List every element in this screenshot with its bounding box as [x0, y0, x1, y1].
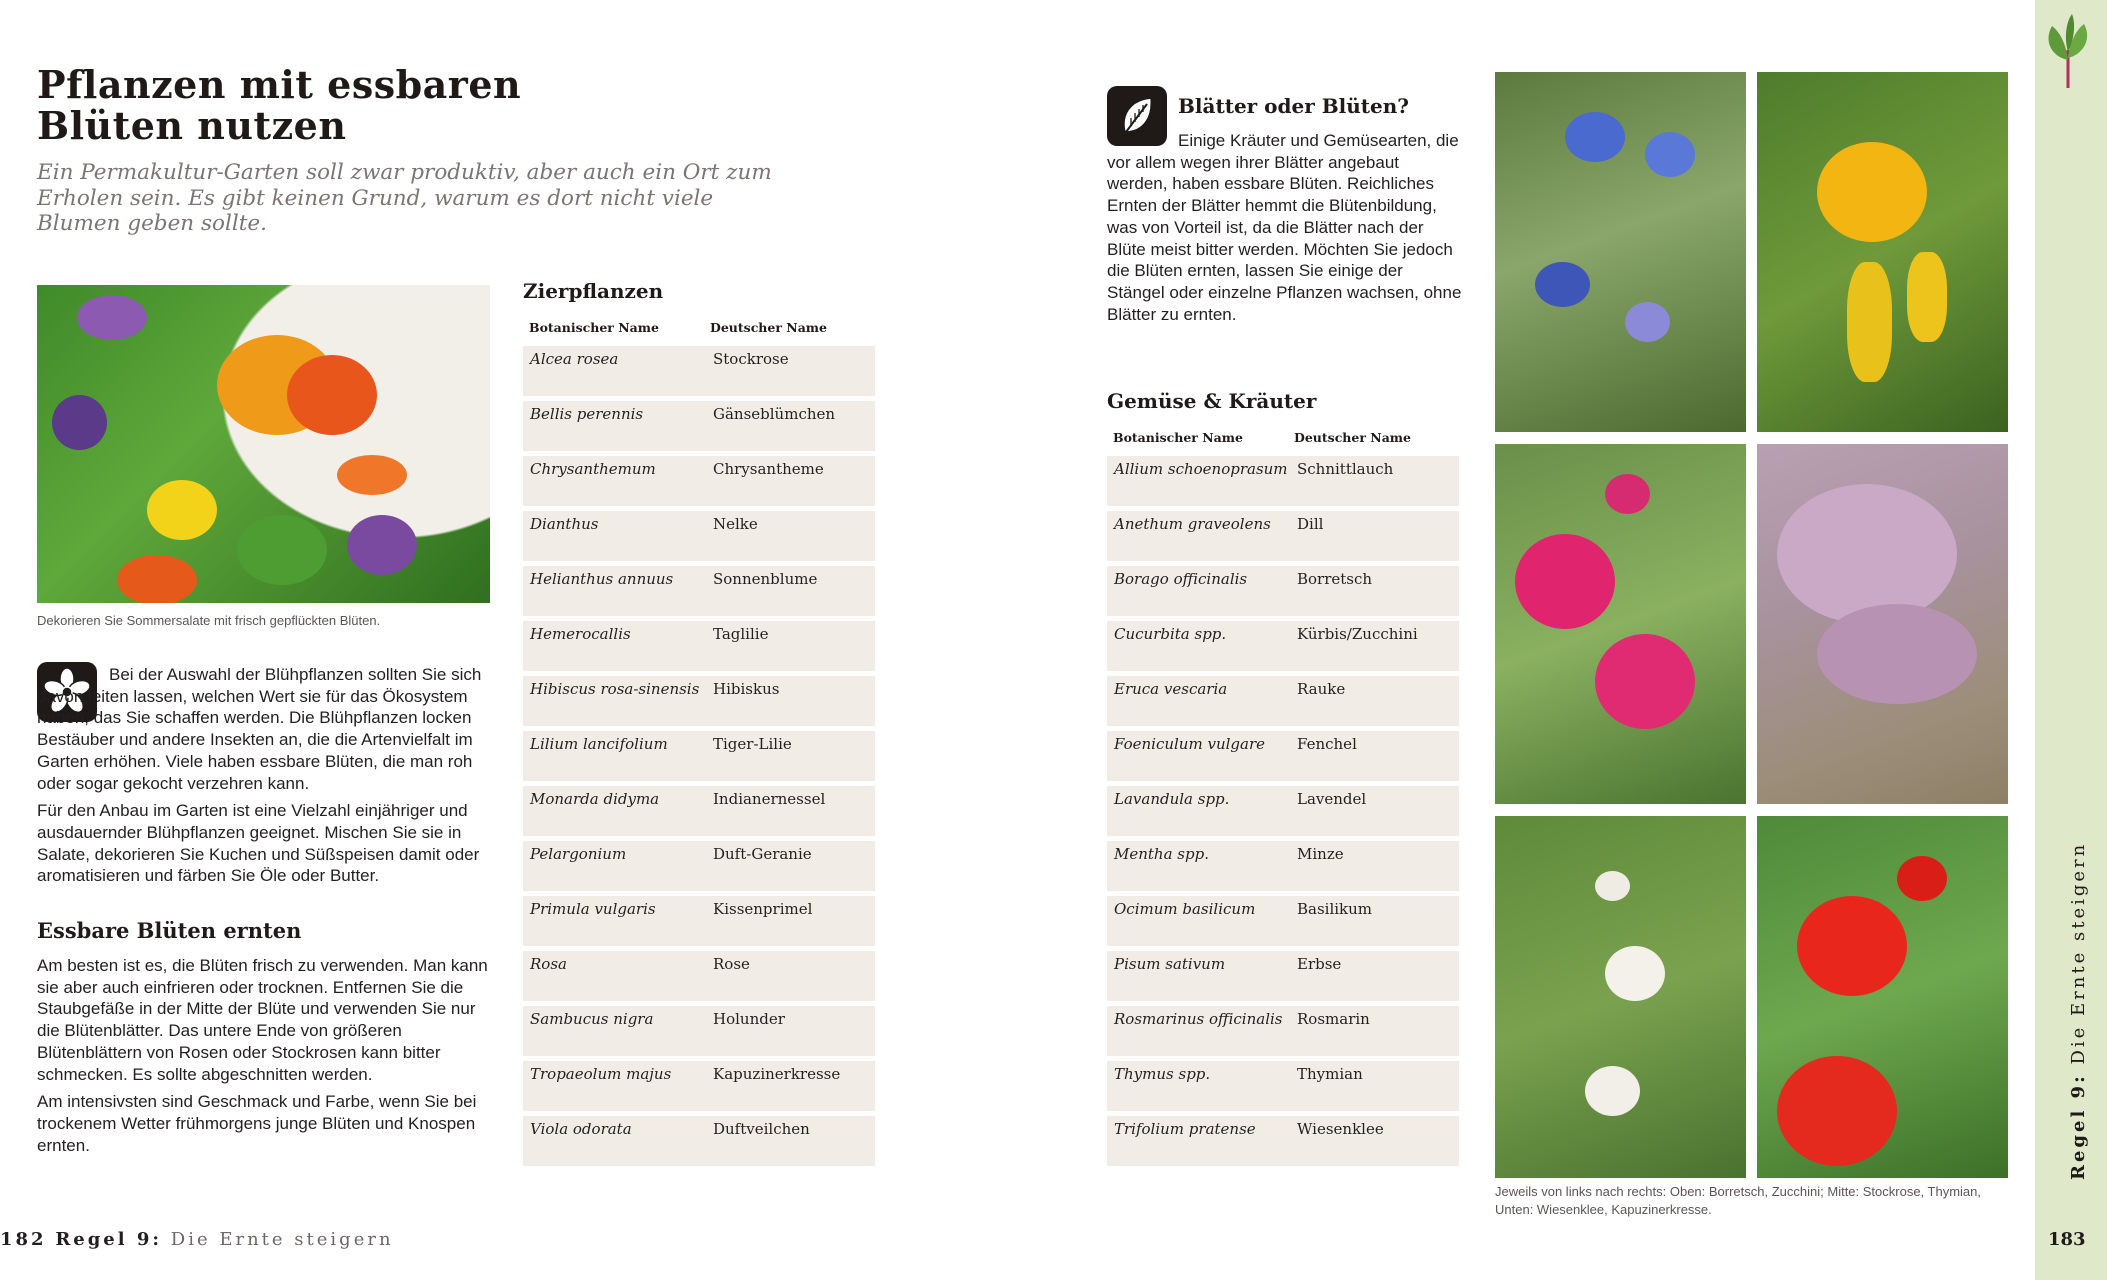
german-name: Tiger-Lilie: [713, 735, 792, 753]
harvest-paragraph-1: Am besten ist es, die Blüten frisch zu verwenden. Man kann sie aber auch einfrieren oder trocknen. Entfernen Sie die Staubgefäße in der Mitte der Blüte und verwenden Sie nur die Blütenblätter. Das untere Ende von größeren Blütenblättern von Rosen oder Stockrosen kann bitter schmecken. Es sollte abgeschnitten werden.: [37, 956, 488, 1084]
botanical-name: Borago officinalis: [1114, 570, 1248, 588]
intro-text: Ein Permakultur-Garten soll zwar produktiv, aber auch ein Ort zum Erholen sein. Es gibt keinen Grund, warum es dort nicht viele Blumen geben sollte.: [37, 160, 772, 236]
zier-col-german: Deutscher Name: [710, 320, 827, 335]
borage-photo: [1495, 72, 1746, 432]
german-name: Stockrose: [713, 350, 789, 368]
german-name: Dill: [1297, 515, 1324, 533]
botanical-name: Hibiscus rosa-sinensis: [530, 680, 700, 698]
footer-rule: Regel 9:: [55, 1229, 163, 1250]
table-row: [1107, 1006, 1459, 1056]
german-name: Kapuzinerkresse: [713, 1065, 841, 1083]
table-row: [1107, 621, 1459, 671]
german-name: Borretsch: [1297, 570, 1373, 588]
zier-table-heading: Zierpflanzen: [523, 279, 664, 303]
right-page-number: 183: [2048, 1229, 2086, 1250]
german-name: Nelke: [713, 515, 758, 533]
table-row: [523, 1006, 875, 1056]
german-name: Kissenprimel: [713, 900, 813, 918]
botanical-name: Pelargonium: [530, 845, 627, 863]
table-row: [1107, 676, 1459, 726]
flower-paragraph-2: Für den Anbau im Garten ist eine Vielzahl einjähriger und ausdauernder Blühpflanzen geeignet. Mischen Sie sie in Salate, dekorieren Sie Kuchen und Süßspeisen damit oder aromatisieren und färben Sie Öle oder Butter.: [37, 801, 480, 886]
botanical-name: Sambucus nigra: [530, 1010, 654, 1028]
table-row: [523, 621, 875, 671]
chard-icon: [2038, 10, 2098, 90]
botanical-name: Tropaeolum majus: [530, 1065, 672, 1083]
table-row: [1107, 1116, 1459, 1166]
german-name: Holunder: [713, 1010, 785, 1028]
salad-caption: Dekorieren Sie Sommersalate mit frisch gepflückten Blüten.: [37, 613, 381, 628]
german-name: Hibiskus: [713, 680, 780, 698]
zier-col-botanical: Botanischer Name: [529, 320, 659, 335]
table-row: [523, 401, 875, 451]
nasturtium-photo: [1757, 816, 2008, 1178]
german-name: Thymian: [1297, 1065, 1363, 1083]
botanical-name: Cucurbita spp.: [1114, 625, 1227, 643]
harvest-heading: Essbare Blüten ernten: [37, 918, 302, 943]
botanical-name: Trifolium pratense: [1114, 1120, 1256, 1138]
table-row: [523, 346, 875, 396]
botanical-name: Viola odorata: [530, 1120, 632, 1138]
zucchini-photo: [1757, 72, 2008, 432]
table-row: [523, 456, 875, 506]
botanical-name: Bellis perennis: [530, 405, 644, 423]
veg-col-botanical: Botanischer Name: [1113, 430, 1243, 445]
box-heading: Blätter oder Blüten?: [1178, 94, 1409, 118]
footer-left: [0, 1229, 394, 1250]
german-name: Kürbis/Zucchini: [1297, 625, 1418, 643]
table-row: [523, 731, 875, 781]
veg-table-heading: Gemüse & Kräuter: [1107, 389, 1317, 413]
german-name: Indianernessel: [713, 790, 826, 808]
botanical-name: Primula vulgaris: [530, 900, 656, 918]
botanical-name: Dianthus: [530, 515, 599, 533]
table-row: [523, 951, 875, 1001]
botanical-name: Allium schoenoprasum: [1114, 460, 1288, 478]
botanical-name: Hemerocallis: [530, 625, 631, 643]
flower-section: [37, 664, 492, 893]
gallery-caption: Jeweils von links nach rechts: Oben: Borretsch, Zucchini; Mitte: Stockrose, Thymian, Unten: Wiesenklee, Kapuzinerkresse.: [1495, 1184, 1982, 1217]
salad-photo: [37, 285, 490, 603]
footer-topic: Die Ernte steigern: [170, 1229, 394, 1250]
thyme-photo: [1757, 444, 2008, 804]
german-name: Erbse: [1297, 955, 1342, 973]
hollyhock-photo: [1495, 444, 1746, 804]
german-name: Gänseblümchen: [713, 405, 836, 423]
veg-col-german: Deutscher Name: [1294, 430, 1411, 445]
left-page-number: 182: [0, 1229, 47, 1250]
side-topic: Die Ernte steigern: [2068, 841, 2089, 1065]
table-row: [1107, 786, 1459, 836]
table-row: [1107, 841, 1459, 891]
german-name: Rosmarin: [1297, 1010, 1370, 1028]
title-line-1: Pflanzen mit essbaren: [37, 62, 522, 107]
german-name: Rauke: [1297, 680, 1346, 698]
german-name: Wiesenklee: [1297, 1120, 1384, 1138]
clover-photo: [1495, 816, 1746, 1178]
botanical-name: Monarda didyma: [530, 790, 660, 808]
harvest-paragraph-2: Am intensivsten sind Geschmack und Farbe, wenn Sie bei trockenem Wetter frühmorgens junge Blüten und Knospen ernten.: [37, 1092, 477, 1155]
flower-paragraph-1: Bei der Auswahl der Blühpflanzen sollten Sie sich davon leiten lassen, welchen Wert sie für das Ökosystem haben, das Sie schaffen werden. Die Blühpflanzen locken Bestäuber und andere Insekten an, die die Artenvielfalt im Garten erhöhen. Viele haben essbare Blüten, die man roh oder sogar gekocht verzehren kann.: [37, 665, 482, 793]
table-row: [523, 841, 875, 891]
botanical-name: Chrysanthemum: [530, 460, 656, 478]
table-row: [523, 676, 875, 726]
table-row: [1107, 566, 1459, 616]
table-row: [523, 1116, 875, 1166]
german-name: Minze: [1297, 845, 1344, 863]
page-title: [37, 64, 757, 146]
chapter-side-label: [2068, 800, 2098, 1180]
table-row: [1107, 896, 1459, 946]
table-row: [523, 1061, 875, 1111]
german-name: Rose: [713, 955, 750, 973]
title-line-2: Blüten nutzen: [37, 103, 347, 148]
botanical-name: Thymus spp.: [1114, 1065, 1211, 1083]
german-name: Lavendel: [1297, 790, 1367, 808]
table-row: [523, 566, 875, 616]
german-name: Basilikum: [1297, 900, 1373, 918]
table-row: [1107, 731, 1459, 781]
table-row: [523, 896, 875, 946]
botanical-name: Ocimum basilicum: [1114, 900, 1256, 918]
botanical-name: Helianthus annuus: [530, 570, 674, 588]
german-name: Fenchel: [1297, 735, 1357, 753]
table-row: [1107, 951, 1459, 1001]
botanical-name: Mentha spp.: [1114, 845, 1209, 863]
german-name: Taglilie: [713, 625, 769, 643]
harvest-section: [37, 955, 492, 1162]
table-row: [523, 786, 875, 836]
table-row: [1107, 1061, 1459, 1111]
table-row: [1107, 511, 1459, 561]
german-name: Duftveilchen: [713, 1120, 810, 1138]
botanical-name: Anethum graveolens: [1114, 515, 1271, 533]
botanical-name: Alcea rosea: [530, 350, 619, 368]
german-name: Sonnenblume: [713, 570, 818, 588]
botanical-name: Foeniculum vulgare: [1114, 735, 1265, 753]
box-text: Einige Kräuter und Gemüsearten, die vor allem wegen ihrer Blätter angebaut werden, haben essbare Blüten. Reichliches Ernten der Blätter hemmt die Blütenbildung, was von Vorteil ist, da die Blätter nach der Blüte meist bitter werden. Möchten Sie jedoch die Blüten ernten, lassen Sie einige der Stängel oder einzelne Pflanzen wachsen, ohne Blätter zu ernten.: [1107, 131, 1462, 324]
table-row: [523, 511, 875, 561]
side-rule: Regel 9:: [2068, 1073, 2089, 1180]
german-name: Duft-Geranie: [713, 845, 812, 863]
botanical-name: Rosmarinus officinalis: [1114, 1010, 1283, 1028]
german-name: Schnittlauch: [1297, 460, 1394, 478]
botanical-name: Lilium lancifolium: [530, 735, 668, 753]
botanical-name: Pisum sativum: [1114, 955, 1226, 973]
botanical-name: Lavandula spp.: [1114, 790, 1230, 808]
german-name: Chrysantheme: [713, 460, 824, 478]
table-row: [1107, 456, 1459, 506]
botanical-name: Rosa: [530, 955, 567, 973]
botanical-name: Eruca vescaria: [1114, 680, 1228, 698]
